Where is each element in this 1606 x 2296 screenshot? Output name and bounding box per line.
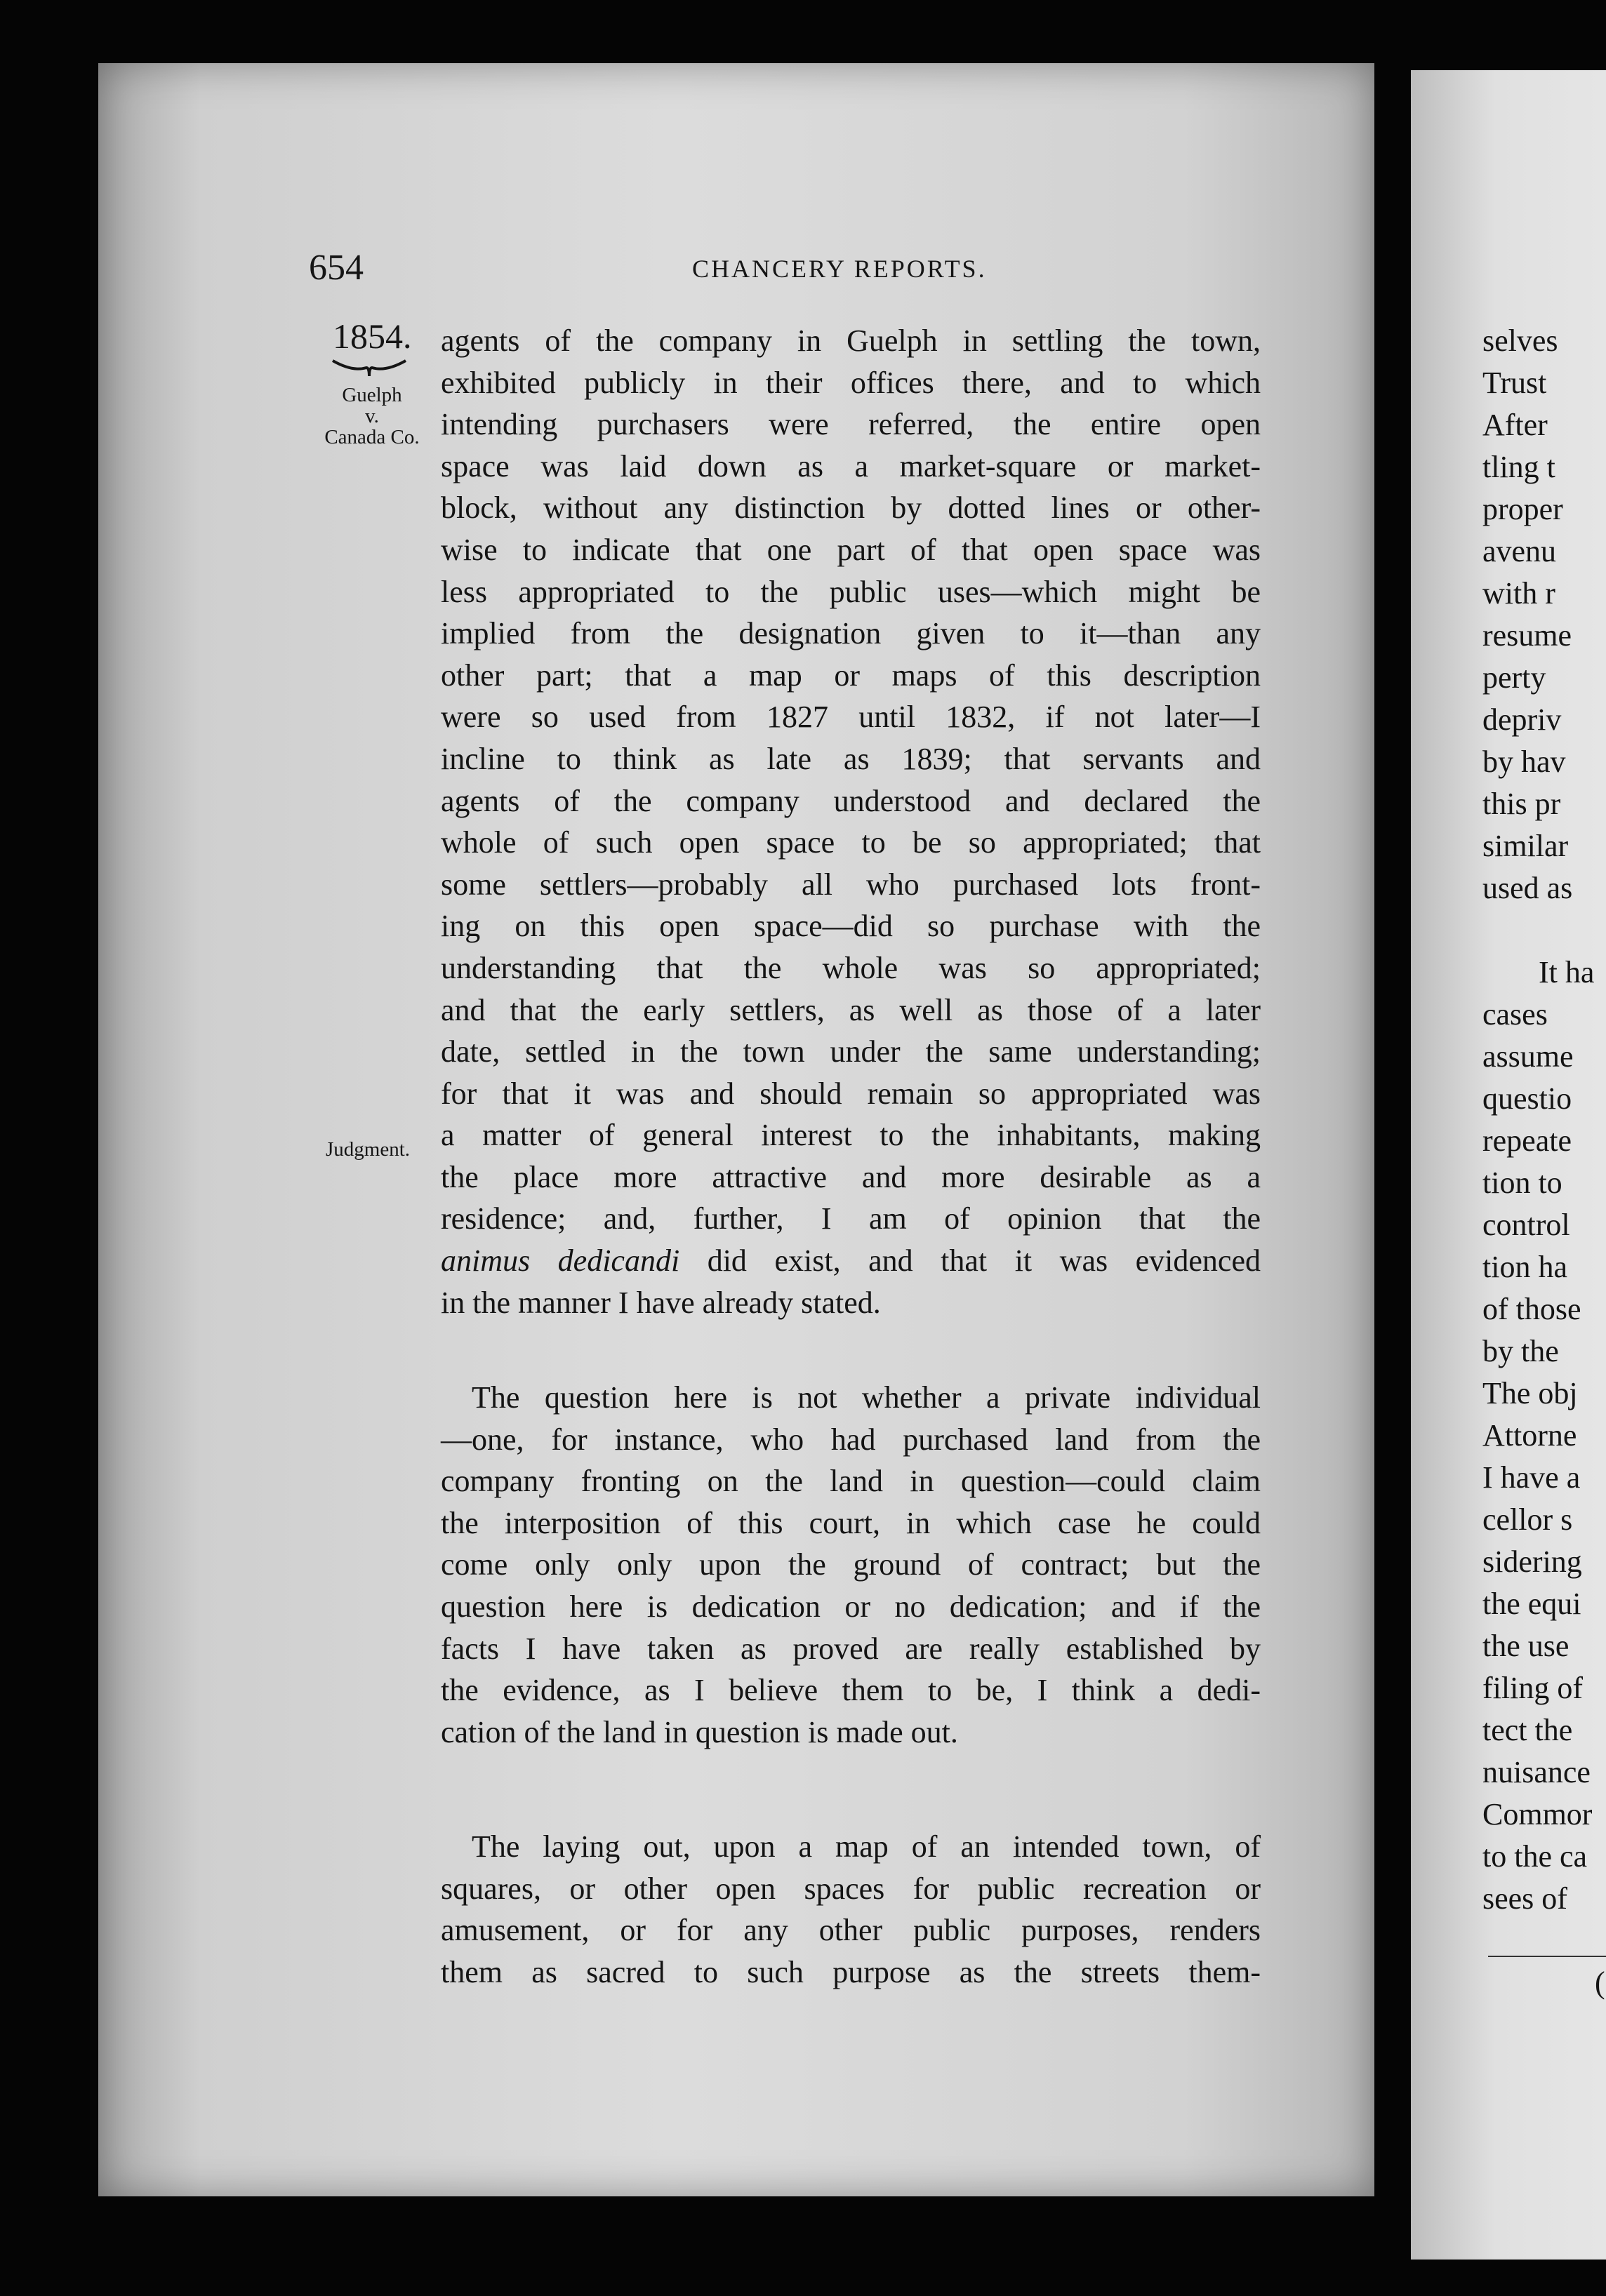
text-line: understanding that the whole was so appropriated; [441,950,1261,985]
right-page-line [1482,909,1606,952]
right-page-line: the equi [1482,1587,1581,1621]
right-page-line: selves [1482,323,1558,358]
right-page-line: control [1482,1208,1570,1242]
right-page-line: by hav [1482,745,1566,779]
right-page-line: Attorne [1482,1418,1577,1453]
right-page-line: questio [1482,1081,1572,1116]
right-page-line: of those [1482,1292,1581,1326]
text-line: less appropriated to the public uses—which might be [441,574,1261,609]
right-page-line: sees of [1482,1881,1567,1916]
case-versus: v. [365,405,379,427]
text-line: residence; and, further, I am of opinion that the [441,1201,1261,1236]
text-line: question here is dedication or no dedication; and if the [441,1589,1261,1624]
margin-year: 1854. [333,316,412,356]
italic-phrase: animus dedicandi [441,1243,680,1279]
text-line: them as sacred to such purpose as the streets them- [441,1954,1261,1989]
text-line: squares, or other open spaces for public recreation or [441,1871,1261,1906]
text-fragment: did exist, and that it was evidenced [679,1243,1261,1279]
right-page-line: I have a [1482,1460,1581,1495]
right-page-line: Commor [1482,1797,1593,1831]
right-page-line: repeate [1482,1123,1572,1158]
text-line: ing on this open space—did so purchase with the [441,909,1261,944]
text-line: wise to indicate that one part of that open space was [441,532,1261,567]
text-line: block, without any distinction by dotted lines or other- [441,490,1261,526]
right-page-line: with r [1482,576,1555,610]
right-page-line: nuisance [1482,1755,1591,1789]
right-page-line: tion ha [1482,1250,1567,1284]
right-page-line: perty [1482,660,1546,695]
text-line: were so used from 1827 until 1832, if not later—I [441,700,1261,735]
case-defendant: Canada Co. [324,426,420,448]
right-page-line: by the [1482,1334,1559,1368]
text-line: a matter of general interest to the inhabitants, making [441,1118,1261,1153]
text-line: some settlers—probably all who purchased lots front- [441,867,1261,902]
text-line: The laying out, upon a map of an intended town, of [472,1829,1261,1864]
right-page-line: tect the [1482,1713,1573,1747]
text-line: agents of the company understood and declared the [441,783,1261,818]
right-page-line: this pr [1482,787,1561,821]
right-page-line: Trust [1482,366,1547,400]
text-line: agents of the company in Guelph in settling the town, [441,323,1261,358]
text-line: The question here is not whether a private individual [472,1380,1261,1415]
text-line: for that it was and should remain so appropriated was [441,1076,1261,1111]
right-page-line: the use [1482,1629,1569,1663]
text-line: incline to think as late as 1839; that servants and [441,741,1261,776]
right-page-line: tion to [1482,1166,1562,1200]
page-number: 654 [309,248,364,288]
right-page-text [1482,320,1606,1920]
margin-case-name [309,385,435,448]
right-page-line: After [1482,408,1548,442]
right-page-line: cellor s [1482,1502,1573,1537]
right-page-line: resume [1482,618,1572,653]
paragraph-3 [441,1826,1261,1993]
right-page-line: It ha [1539,955,1595,989]
right-page-line: depriv [1482,702,1562,737]
text-line: company fronting on the land in question—could claim [441,1464,1261,1499]
text-line: cation of the land in question is made out. [441,1714,958,1749]
text-line: the interposition of this court, in which case he could [441,1505,1261,1540]
margin-judgment-label: Judgment. [326,1138,411,1161]
text-line: date, settled in the town under the same understanding; [441,1034,1261,1069]
footnote-rule [1488,1956,1606,1957]
right-page-line: used as [1482,871,1573,905]
text-line: the place more attractive and more desirable as a [441,1159,1261,1194]
text-line: the evidence, as I believe them to be, I think a dedi- [441,1673,1261,1708]
paragraph-1 [441,320,1261,1323]
brace-ornament [331,358,407,379]
right-page-line: The obj [1482,1376,1578,1410]
text-line: —one, for instance, who had purchased land from the [441,1422,1261,1457]
text-line: intending purchasers were referred, the entire open [441,407,1261,442]
text-line: implied from the designation given to it—than any [441,616,1261,651]
running-title: CHANCERY REPORTS. [692,255,987,283]
text-line [441,1240,1261,1282]
right-page-line: similar [1482,829,1569,863]
text-line: come only only upon the ground of contract; but the [441,1547,1261,1582]
right-page-line: assume [1482,1039,1574,1074]
right-page-line: filing of [1482,1671,1583,1705]
footnote-mark: ( [1595,1965,1605,2000]
text-line: in the manner I have already stated. [441,1285,881,1320]
right-page-line: cases [1482,997,1548,1032]
right-page-line: to the ca [1482,1839,1588,1874]
text-line: amusement, or for any other public purposes, renders [441,1913,1261,1948]
text-line: exhibited publicly in their offices there, and to which [441,365,1261,400]
text-line: and that the early settlers, as well as those of a later [441,992,1261,1027]
right-page-line: tling t [1482,450,1555,484]
text-line: facts I have taken as proved are really established by [441,1631,1261,1666]
right-page-line: proper [1482,492,1563,526]
right-page-line: avenu [1482,534,1557,568]
case-plaintiff: Guelph [342,384,402,406]
text-line: space was laid down as a market-square or market- [441,448,1261,483]
text-line: whole of such open space to be so appropriated; that [441,825,1261,860]
paragraph-2 [441,1377,1261,1753]
text-line: other part; that a map or maps of this description [441,658,1261,693]
right-page-line: sidering [1482,1544,1582,1579]
